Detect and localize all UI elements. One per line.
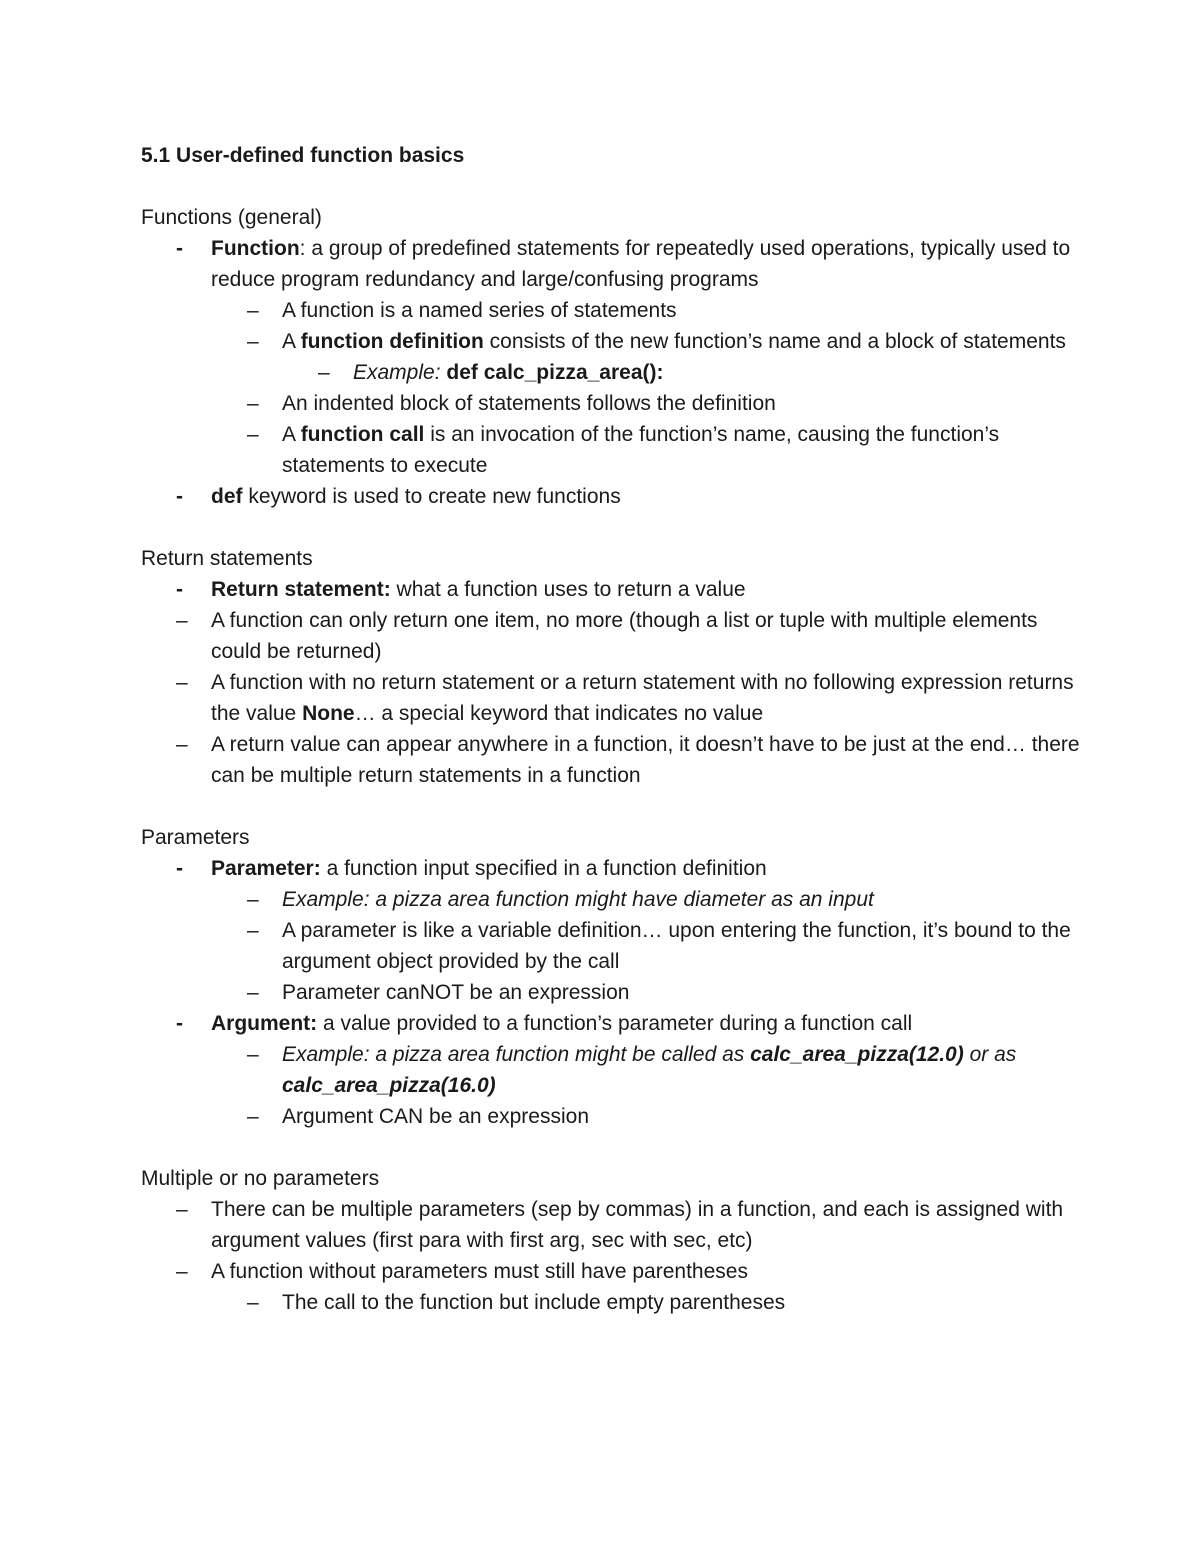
text-segment: A [282, 330, 301, 353]
bullet-dash-icon: – [176, 671, 188, 694]
bullet-dash-icon: – [247, 888, 259, 911]
section [141, 822, 1081, 1132]
bullet-dash-icon: – [176, 1198, 188, 1221]
text-segment: def calc_pizza_area(): [446, 361, 664, 384]
bullet-dash-icon: – [318, 361, 330, 384]
text-segment: consists of the new function’s name and a block of statements [483, 330, 1066, 353]
bullet-dash-icon: – [247, 392, 259, 415]
section-heading: Functions (general) [141, 206, 322, 229]
section-heading: Multiple or no parameters [141, 1167, 380, 1190]
section [141, 202, 1081, 512]
list-item [141, 388, 1081, 419]
text-segment: Parameter: [211, 857, 321, 880]
text-segment: There can be multiple parameters (sep by commas) in a function, and each is assigned with argument values (first para with first arg, sec with sec, etc) [211, 1198, 1064, 1252]
bullet-dash-icon: - [176, 857, 183, 880]
list-item [141, 1194, 1081, 1256]
list-item [141, 1287, 1081, 1318]
bullet-dash-icon: - [176, 485, 183, 508]
list-item [141, 419, 1081, 481]
text-segment: what a function uses to return a value [390, 578, 746, 601]
list-item [141, 853, 1081, 884]
text-segment: is an invocation of the function’s name, causing the function’s statements to execute [282, 423, 1000, 477]
list-item [141, 295, 1081, 326]
text-segment: function call [300, 423, 425, 446]
list-item [141, 357, 1081, 388]
text-segment: Example: a pizza area function might be called as [282, 1043, 751, 1066]
text-segment: A parameter is like a variable definition… upon entering the function, it’s bound to the argument object provided by the call [282, 919, 1071, 973]
section-heading: Return statements [141, 547, 313, 570]
text-segment: A function without parameters must still have parentheses [211, 1260, 748, 1283]
text-segment: Argument CAN be an expression [282, 1105, 589, 1128]
bullet-dash-icon: – [176, 1260, 188, 1283]
text-segment: A function with no return statement or a return statement with no following expression returns the value [211, 671, 1074, 725]
text-segment: : a group of predefined statements for repeatedly used operations, typically used to reduce program redundancy and large/confusing programs [211, 237, 1071, 291]
text-segment: None [302, 702, 355, 725]
bullet-dash-icon: – [247, 299, 259, 322]
bullet-dash-icon: - [176, 1012, 183, 1035]
bullet-dash-icon: - [176, 237, 183, 260]
text-segment: An indented block of statements follows the definition [282, 392, 776, 415]
text-segment: A function can only return one item, no more (though a list or tuple with multiple elements could be returned) [211, 609, 1038, 663]
text-segment: calc_area_pizza(16.0) [282, 1074, 496, 1097]
text-segment: or as [963, 1043, 1017, 1066]
text-segment: a function input specified in a function definition [320, 857, 767, 880]
text-segment: A function is a named series of statements [282, 299, 677, 322]
bullet-dash-icon: – [247, 981, 259, 1004]
bullet-dash-icon: – [247, 330, 259, 353]
text-segment: def [211, 485, 243, 508]
list-item [141, 1101, 1081, 1132]
text-segment: keyword is used to create new functions [242, 485, 621, 508]
list-item [141, 1256, 1081, 1287]
text-segment: Argument: [211, 1012, 318, 1035]
list-item [141, 1008, 1081, 1039]
page-title: 5.1 User-defined function basics [141, 144, 465, 167]
bullet-dash-icon: – [247, 423, 259, 446]
bullet-dash-icon: – [176, 609, 188, 632]
text-segment: Return statement: [211, 578, 391, 601]
bullet-dash-icon: - [176, 578, 183, 601]
list-item [141, 233, 1081, 295]
text-segment: function definition [300, 330, 484, 353]
section [141, 543, 1081, 791]
bullet-dash-icon: – [176, 733, 188, 756]
list-item [141, 574, 1081, 605]
list-item [141, 1039, 1081, 1101]
text-segment: calc_area_pizza(12.0) [750, 1043, 964, 1066]
list-item [141, 605, 1081, 667]
text-segment: A [282, 423, 301, 446]
list-item [141, 729, 1081, 791]
list-item [141, 326, 1081, 357]
bullet-dash-icon: – [247, 1105, 259, 1128]
text-segment: … a special keyword that indicates no value [354, 702, 764, 725]
bullet-dash-icon: – [247, 1291, 259, 1314]
text-segment: Parameter canNOT be an expression [282, 981, 630, 1004]
text-segment: Example: a pizza area function might have diameter as an input [282, 888, 874, 911]
list-item [141, 884, 1081, 915]
text-segment: Example: [353, 361, 441, 384]
list-item [141, 667, 1081, 729]
section [141, 1163, 1081, 1318]
section-heading: Parameters [141, 826, 250, 849]
list-item [141, 915, 1081, 977]
bullet-dash-icon: – [247, 919, 259, 942]
bullet-dash-icon: – [247, 1043, 259, 1066]
list-item [141, 977, 1081, 1008]
text-segment: a value provided to a function’s parameter during a function call [317, 1012, 913, 1035]
document-body [141, 140, 1081, 1349]
text-segment: Function [211, 237, 300, 260]
list-item [141, 481, 1081, 512]
text-segment: A return value can appear anywhere in a function, it doesn’t have to be just at the end… there can be multiple return statements in a function [211, 733, 1080, 787]
text-segment: The call to the function but include empty parentheses [282, 1291, 786, 1314]
